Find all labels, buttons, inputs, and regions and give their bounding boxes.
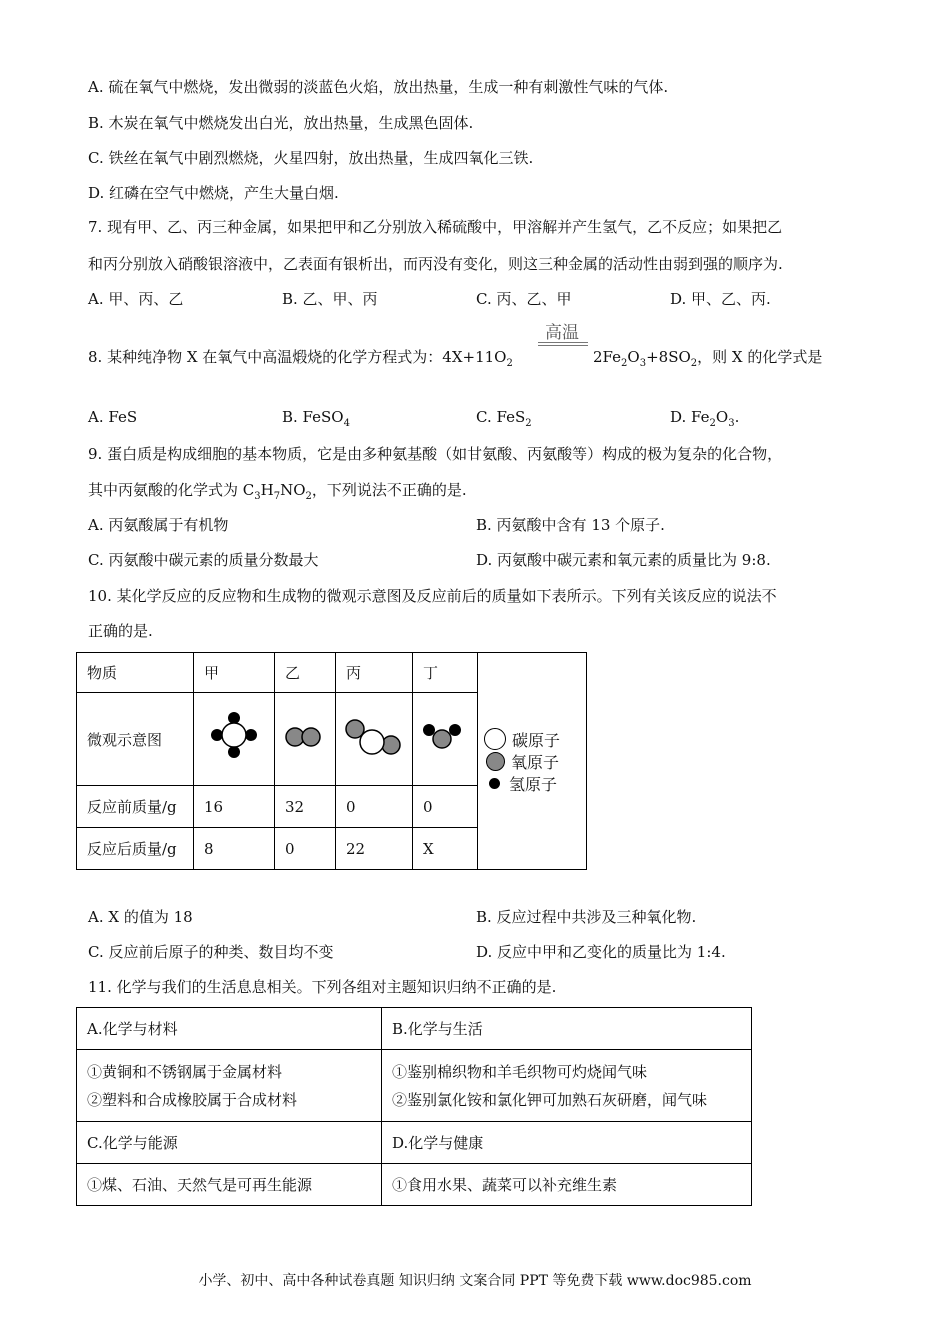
micro-yi: [275, 693, 336, 786]
fe-subscript: 2: [621, 358, 628, 369]
q8-option-c-text: C. FeS: [476, 408, 526, 426]
q8-option-b-text: B. FeSO: [282, 408, 344, 426]
header-ding: 丁: [413, 653, 478, 693]
legend-hydrogen-label: 氢原子: [509, 774, 558, 794]
q8-products: [593, 346, 822, 367]
q8-stem: [88, 346, 513, 367]
c-subscript: 3: [254, 491, 261, 502]
reaction-condition: 高温: [545, 323, 579, 343]
equation-bar-bottom: [538, 345, 588, 346]
hydrogen-atom-icon: [489, 778, 500, 789]
cell-d-content: ①食用水果、蔬菜可以补充维生素: [382, 1164, 752, 1206]
oxygen-molecule-icon: [275, 693, 335, 781]
q8-option-a: A. FeS: [88, 408, 138, 426]
q10-option-b: B. 反应过程中共涉及三种氧化物.: [476, 908, 697, 926]
header-bing: 丙: [336, 653, 413, 693]
q9-option-d: D. 丙氨酸中碳元素和氧元素的质量比为 9:8.: [476, 551, 771, 569]
q10-stem-line2: 正确的是.: [88, 622, 153, 640]
so-symbol: +8SO: [646, 348, 691, 366]
cell-b-content: [382, 1050, 752, 1122]
cell-a-content: [77, 1050, 382, 1122]
row-after-label: 反应后质量/g: [77, 828, 194, 870]
carbon-atom-icon: [484, 728, 506, 750]
after-bing: 22: [336, 828, 413, 870]
q8-option-d-sub2: 3: [728, 418, 735, 429]
q6-option-b: B. 木炭在氧气中燃烧发出白光，放出热量，生成黑色固体.: [88, 114, 474, 132]
q8-option-c-sub: 2: [525, 418, 532, 429]
fe-symbol: 2Fe: [593, 348, 622, 366]
q7-option-c: C. 丙、乙、甲: [476, 290, 572, 308]
q7-option-d: D. 甲、乙、丙.: [670, 290, 771, 308]
equation-bar-top: [538, 342, 588, 343]
q9-option-b: B. 丙氨酸中含有 13 个原子.: [476, 516, 665, 534]
row-before-label: 反应前质量/g: [77, 786, 194, 828]
q7-stem-line1: 7. 现有甲、乙、丙三种金属，如果把甲和乙分别放入稀硫酸中，甲溶解并产生氢气，乙不反应；如果把乙: [88, 218, 783, 236]
before-jia: 16: [194, 786, 275, 828]
q8-option-d-sub1: 2: [709, 418, 716, 429]
q8-option-b: [282, 408, 350, 429]
q10-option-a: A. X 的值为 18: [88, 908, 193, 926]
o2-subscript: 2: [506, 358, 513, 369]
a-item-1: ①黄铜和不锈钢属于金属材料: [87, 1062, 283, 1081]
header-jia: 甲: [194, 653, 275, 693]
legend-hydrogen: [484, 772, 580, 794]
no-symbol: NO: [280, 481, 306, 499]
after-jia: 8: [194, 828, 275, 870]
carbon-dioxide-molecule-icon: [336, 693, 412, 781]
q9-stem-post: ，下列说法不正确的是.: [311, 481, 467, 499]
q11-stem: 11. 化学与我们的生活息息相关。下列各组对主题知识归纳不正确的是.: [88, 978, 557, 996]
q9-option-c: C. 丙氨酸中碳元素的质量分数最大: [88, 551, 319, 569]
q6-option-a: A. 硫在氧气中燃烧，发出微弱的淡蓝色火焰，放出热量，生成一种有刺激性气味的气体.: [88, 78, 669, 96]
cell-c-title: C.化学与能源: [77, 1122, 382, 1164]
h-symbol: H: [260, 481, 274, 499]
q10-option-c: C. 反应前后原子的种类、数目均不变: [88, 943, 334, 961]
q10-option-d: D. 反应中甲和乙变化的质量比为 1:4.: [476, 943, 726, 961]
q8-option-d-text: D. Fe: [670, 408, 710, 426]
q8-stem-pre: 8. 某种纯净物 X 在氧气中高温煅烧的化学方程式为：4X+11O: [88, 348, 507, 366]
micro-jia: [194, 693, 275, 786]
q10-stem-line1: 10. 某化学反应的反应物和生成物的微观示意图及反应前后的质量如下表所示。下列有关该反应的说法不: [88, 587, 777, 605]
micro-bing: [336, 693, 413, 786]
no-subscript: 2: [305, 491, 312, 502]
q11-table: [76, 1007, 752, 1206]
legend-oxygen: [484, 750, 580, 772]
q7-option-b: B. 乙、甲、丙: [282, 290, 378, 308]
q9-option-a: A. 丙氨酸属于有机物: [88, 516, 229, 534]
q8-option-d-mid: O: [715, 408, 729, 426]
legend-cell: [478, 653, 587, 870]
q9-stem-line1: 9. 蛋白质是构成细胞的基本物质，它是由多种氨基酸（如甘氨酸、丙氨酸等）构成的极为复杂的化合物，: [88, 445, 783, 463]
q8-option-d: [670, 408, 740, 429]
header-substance: 物质: [77, 653, 194, 693]
legend-carbon-label: 碳原子: [512, 730, 561, 750]
q8-option-b-sub: 4: [343, 418, 350, 429]
q6-option-c: C. 铁丝在氧气中剧烈燃烧，火星四射，放出热量，生成四氧化三铁.: [88, 149, 534, 167]
q8-option-d-post: .: [734, 408, 740, 426]
after-yi: 0: [275, 828, 336, 870]
page-footer: 小学、初中、高中各种试卷真题 知识归纳 文案合同 PPT 等免费下载 www.doc985.com: [198, 1273, 752, 1289]
after-ding: X: [413, 828, 478, 870]
row-micro-label: 微观示意图: [77, 693, 194, 786]
methane-molecule-icon: [194, 693, 274, 781]
q8-option-c: [476, 408, 532, 429]
water-molecule-icon: [413, 693, 477, 781]
b-item-2: ②鉴别氯化铵和氯化钾可加熟石灰研磨，闻气味: [392, 1090, 708, 1109]
before-yi: 32: [275, 786, 336, 828]
micro-ding: [413, 693, 478, 786]
b-item-1: ①鉴别棉织物和羊毛织物可灼烧闻气味: [392, 1062, 648, 1081]
q9-stem-line2: [88, 479, 467, 500]
before-bing: 0: [336, 786, 413, 828]
so2-subscript: 2: [690, 358, 698, 369]
q6-option-d: D. 红磷在空气中燃烧，产生大量白烟.: [88, 184, 339, 202]
q7-option-a: A. 甲、丙、乙: [88, 290, 184, 308]
h-subscript: 7: [273, 491, 281, 502]
legend-carbon: [484, 728, 580, 750]
cell-b-title: B.化学与生活: [382, 1008, 752, 1050]
oxygen-atom-icon: [486, 752, 505, 771]
q10-table: [76, 652, 587, 870]
cell-a-title: A.化学与材料: [77, 1008, 382, 1050]
cell-d-title: D.化学与健康: [382, 1122, 752, 1164]
legend-oxygen-label: 氧原子: [511, 752, 560, 772]
cell-c-content: ①煤、石油、天然气是可再生能源: [77, 1164, 382, 1206]
o-subscript: 3: [639, 358, 647, 369]
q7-stem-line2: 和丙分别放入硝酸银溶液中，乙表面有银析出，而丙没有变化，则这三种金属的活动性由弱到强的顺序为.: [88, 255, 783, 273]
before-ding: 0: [413, 786, 478, 828]
q8-stem-post: ，则 X 的化学式是: [697, 348, 823, 366]
a-item-2: ②塑料和合成橡胶属于合成材料: [87, 1090, 298, 1109]
header-yi: 乙: [275, 653, 336, 693]
q9-stem-pre: 其中丙氨酸的化学式为 C: [88, 481, 255, 499]
o-symbol: O: [627, 348, 640, 366]
